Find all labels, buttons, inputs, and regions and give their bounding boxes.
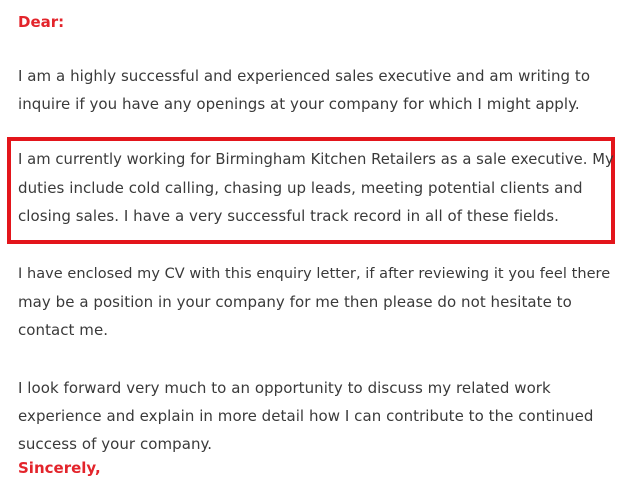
paragraph-line: I am a highly successful and experienced sales executive and am writing to (18, 67, 591, 85)
paragraph-line: may be a position in your company for me then please do not hesitate to (18, 293, 572, 311)
salutation: Dear: (18, 13, 65, 31)
paragraph-line: contact me. (18, 321, 109, 339)
paragraph-line: I look forward very much to an opportunity to discuss my related work (18, 379, 551, 397)
paragraph-line: I am currently working for Birmingham Kitchen Retailers as a sale executive. My (18, 151, 614, 168)
paragraph-line: success of your company. (18, 435, 213, 453)
paragraph-line: closing sales. I have a very successful track record in all of these fields. (18, 207, 559, 225)
closing: Sincerely, (18, 459, 101, 477)
paragraph-line: experience and explain in more detail how I can contribute to the continued (18, 407, 594, 425)
paragraph-line: inquire if you have any openings at your company for which I might apply. (18, 95, 580, 113)
paragraph-line: duties include cold calling, chasing up leads, meeting potential clients and (18, 179, 583, 197)
paragraph-line: I have enclosed my CV with this enquiry letter, if after reviewing it you feel there (18, 266, 611, 282)
